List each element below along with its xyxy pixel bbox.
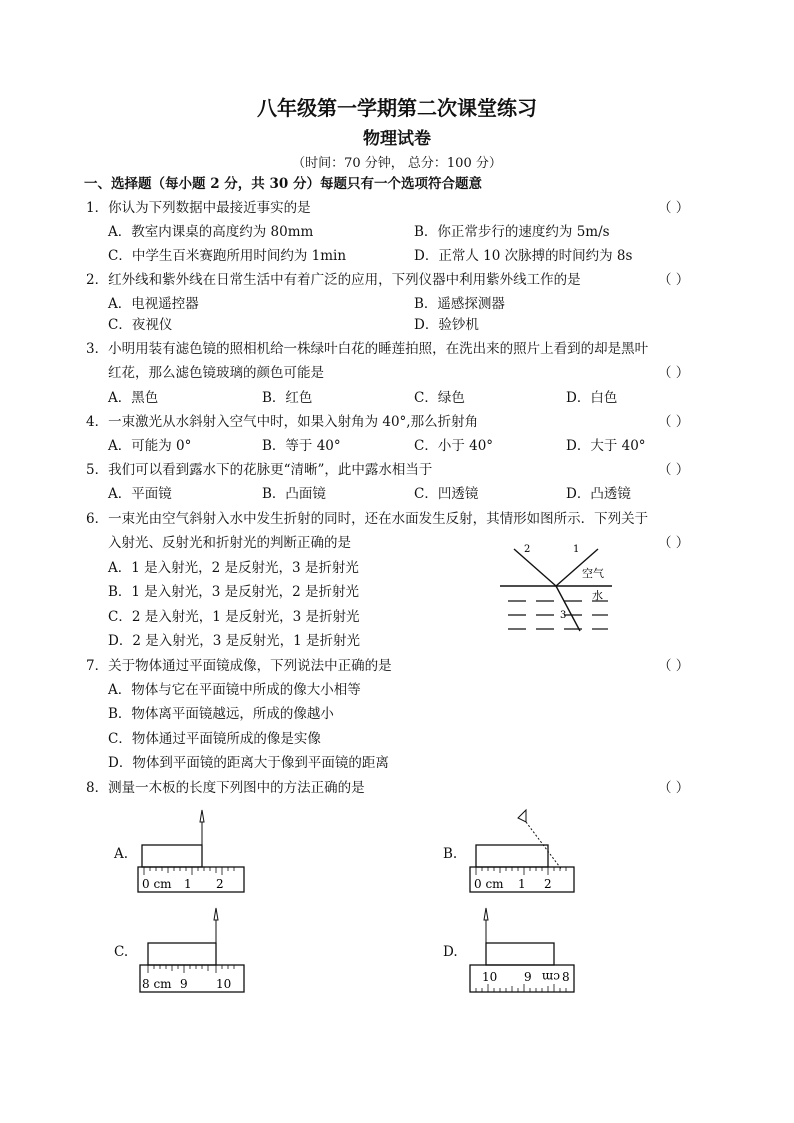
q8-figure-label-a[interactable]: A.: [114, 846, 129, 862]
eye-icon: [518, 810, 526, 822]
q5-option-b[interactable]: B．凸面镜: [262, 486, 326, 502]
q6-option-a[interactable]: A．1 是入射光，2 是反射光，3 是折射光: [108, 560, 359, 576]
ruler-figure-d[interactable]: [466, 906, 581, 996]
ray-2: [514, 549, 556, 586]
answer-paren-8[interactable]: （ ）: [658, 780, 690, 796]
q4-option-c[interactable]: C．小于 40°: [414, 438, 494, 454]
water-label: 水: [592, 589, 603, 602]
ruler-figure-a[interactable]: [136, 808, 251, 896]
q6-option-c[interactable]: C．2 是入射光，1 是反射光，3 是折射光: [108, 609, 360, 625]
scale-label-0: 0 cm: [474, 877, 504, 891]
q1-option-d[interactable]: D．正常人 10 次脉搏的时间约为 8s: [414, 248, 633, 264]
ruler-ticks: [144, 867, 234, 875]
eye-icon: [484, 908, 488, 920]
question-4-stem: 4．一束激光从水斜射入空气中时，如果入射角为 40°,那么折射角: [86, 414, 479, 430]
q3-option-c[interactable]: C．绿色: [414, 390, 465, 406]
scale-label-2: cm: [541, 970, 560, 984]
q4-option-b[interactable]: B．等于 40°: [262, 438, 341, 454]
question-3-stem-line1: 3．小明用装有滤色镜的照相机给一株绿叶白花的睡莲拍照，在洗出来的照片上看到的却是黑叶: [86, 341, 649, 357]
question-7-stem: 7．关于物体通过平面镜成像，下列说法中正确的是: [86, 658, 392, 674]
q3-option-a[interactable]: A．黑色: [108, 390, 159, 406]
scale-label-2: 2: [544, 877, 552, 891]
ruler-ticks: [148, 965, 234, 973]
ray-label-3: 3: [560, 610, 567, 621]
wood-board: [148, 943, 216, 965]
section-heading: 一、选择题（每小题 2 分，共 30 分）每题只有一个选项符合题意: [84, 176, 482, 192]
question-3-stem-line2: 红花，那么滤色镜玻璃的颜色可能是: [108, 365, 324, 381]
page-subtitle: 物理试卷: [363, 129, 431, 149]
q2-option-b[interactable]: B．遥感探测器: [414, 296, 505, 312]
answer-paren-2[interactable]: （ ）: [658, 272, 690, 288]
scale-label-1: 1: [184, 877, 192, 891]
ray-3: [556, 586, 580, 631]
q4-option-a[interactable]: A．可能为 0°: [108, 438, 192, 454]
q7-option-b[interactable]: B．物体离平面镜越远，所成的像越小: [108, 706, 334, 722]
scale-label-2: 10: [216, 977, 232, 991]
scale-label-1: 9: [180, 977, 188, 991]
q5-option-d[interactable]: D．凸透镜: [566, 486, 631, 502]
eye-icon: [200, 810, 204, 822]
q1-option-b[interactable]: B．你正常步行的速度约为 5m/s: [414, 224, 610, 240]
q1-option-c[interactable]: C．中学生百米赛跑所用时间约为 1min: [108, 248, 347, 264]
q2-option-d[interactable]: D．验钞机: [414, 317, 479, 333]
q7-option-c[interactable]: C．物体通过平面镜所成的像是实像: [108, 731, 321, 747]
eye-icon: [214, 908, 218, 920]
scale-label-2: 2: [216, 877, 224, 891]
refraction-diagram: [500, 535, 615, 640]
air-label: 空气: [582, 567, 604, 580]
q7-option-a[interactable]: A．物体与它在平面镜中所成的像大小相等: [108, 682, 361, 698]
page-title: 八年级第一学期第二次课堂练习: [257, 96, 537, 120]
q4-option-d[interactable]: D．大于 40°: [566, 438, 646, 454]
answer-paren-1[interactable]: （ ）: [658, 200, 690, 216]
ruler-ticks: [476, 867, 566, 875]
question-6-stem-line1: 6．一束光由空气斜射入水中发生折射的同时，还在水面发生反射，其情形如图所示．下列关于: [86, 511, 649, 527]
wood-board: [486, 943, 554, 965]
sight-line: [526, 822, 562, 870]
ruler-figure-b[interactable]: [466, 808, 581, 896]
wood-board: [476, 845, 548, 867]
scale-label-1: 9: [524, 970, 532, 984]
question-2-stem: 2．红外线和紫外线在日常生活中有着广泛的应用，下列仪器中利用紫外线工作的是: [86, 272, 581, 288]
q5-option-a[interactable]: A．平面镜: [108, 486, 172, 502]
q2-option-c[interactable]: C．夜视仪: [108, 317, 173, 333]
ray-label-1: 1: [573, 544, 580, 555]
ruler-ticks: [476, 984, 566, 992]
question-1-stem: 1．你认为下列数据中最接近事实的是: [86, 200, 311, 216]
q8-figure-label-c[interactable]: C.: [114, 944, 129, 960]
q6-option-d[interactable]: D．2 是入射光，3 是反射光，1 是折射光: [108, 633, 360, 649]
q8-figure-label-b[interactable]: B.: [443, 846, 458, 862]
q1-option-a[interactable]: A．教室内课桌的高度约为 80mm: [108, 224, 314, 240]
scale-label-0: 0 cm: [142, 877, 172, 891]
scale-label-1: 1: [518, 877, 526, 891]
answer-paren-5[interactable]: （ ）: [658, 462, 690, 478]
q5-option-c[interactable]: C．凹透镜: [414, 486, 479, 502]
exam-meta: （时间：70 分钟， 总分：100 分）: [292, 156, 502, 171]
q2-option-a[interactable]: A．电视遥控器: [108, 296, 199, 312]
answer-paren-3[interactable]: （ ）: [658, 365, 690, 381]
ruler-figure-c[interactable]: [136, 906, 251, 996]
q6-option-b[interactable]: B．1 是入射光，3 是反射光，2 是折射光: [108, 584, 360, 600]
answer-paren-7[interactable]: （ ）: [658, 658, 690, 674]
question-6-stem-line2: 入射光、反射光和折射光的判断正确的是: [108, 535, 351, 551]
answer-paren-4[interactable]: （ ）: [658, 414, 690, 430]
scale-label-0: 8 cm: [142, 977, 172, 991]
q3-option-d[interactable]: D．白色: [566, 390, 618, 406]
question-5-stem: 5．我们可以看到露水下的花脉更“清晰”，此中露水相当于: [86, 462, 433, 478]
wood-board: [142, 845, 202, 867]
answer-paren-6[interactable]: （ ）: [658, 535, 690, 551]
scale-label-3: 8: [562, 970, 570, 984]
question-8-stem: 8．测量一木板的长度下列图中的方法正确的是: [86, 780, 365, 796]
scale-label-0: 10: [482, 970, 498, 984]
q3-option-b[interactable]: B．红色: [262, 390, 313, 406]
q8-figure-label-d[interactable]: D.: [443, 944, 458, 960]
ray-label-2: 2: [524, 544, 531, 555]
q7-option-d[interactable]: D．物体到平面镜的距离大于像到平面镜的距离: [108, 755, 389, 771]
